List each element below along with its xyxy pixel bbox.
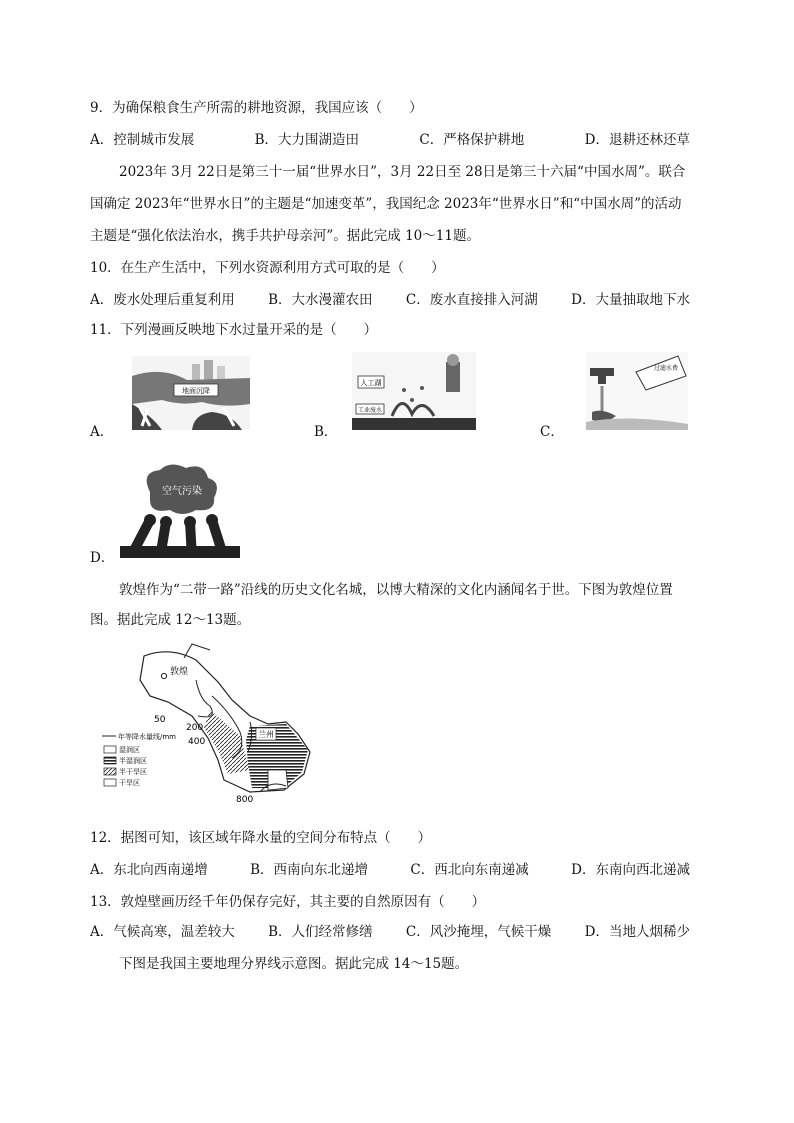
dunhuang-location-map (100, 640, 340, 808)
q12-option-c: C．西北向东南递减 (410, 862, 529, 878)
cartoon-c-text: 过滤水费 (653, 365, 679, 372)
q9-option-d: D．退耕还林还草 (584, 132, 690, 148)
cartoon-b-image (352, 352, 476, 430)
q13-option-b: B．人们经常修缮 (268, 924, 373, 940)
iso-label-800: 800 (236, 795, 254, 805)
legend-semi-humid: 半湿润区 (119, 757, 147, 765)
q12-option-d: D．东南向西北递减 (571, 862, 690, 878)
q12-options (90, 858, 690, 878)
q10-option-c: C．废水直接排入河湖 (405, 292, 538, 308)
q9-options (90, 128, 690, 148)
cartoon-b-text: 人工湖 (360, 379, 382, 387)
passage2-line1: 敦煌作为“二带一路”沿线的历史文化名城，以博大精深的文化内涵闻名于世。下图为敦煌位置 (119, 582, 673, 598)
q10-stem: 10．在生产生活中，下列水资源利用方式可取的是（ ） (90, 260, 445, 276)
q12-stem: 12．据图可知，该区域年降水量的空间分布特点（ ） (90, 830, 432, 846)
legend-semi-arid: 半干旱区 (119, 768, 147, 776)
q9-option-c: C．严格保护耕地 (419, 132, 525, 148)
q10-option-a: A．废水处理后重复利用 (90, 292, 235, 308)
passage3-line1: 下图是我国主要地理分界线示意图。据此完成 14～15题。 (119, 956, 469, 972)
cartoon-d-image (120, 462, 240, 558)
iso-label-400: 400 (188, 737, 206, 747)
cartoon-a-text: 地面沉降 (182, 387, 210, 395)
passage1-line1: 2023年 3月 22日是第三十一届“世界水日”，3月 22日至 28日是第三十六届“中国水周”。联合 (119, 164, 686, 180)
q11-stem: 11．下列漫画反映地下水过量开采的是（ ） (90, 322, 378, 338)
q9-option-a: A．控制城市发展 (90, 132, 195, 148)
passage1-line2: 国确定 2023年“世界水日”的主题是“加速变革”，我国纪念 2023年“世界水日”和“中国水周”的活动 (90, 196, 682, 212)
q11-label-c: C． (540, 424, 564, 440)
q12-option-a: A．东北向西南递增 (90, 862, 208, 878)
q9-option-b: B．大力围湖造田 (254, 132, 360, 148)
cartoon-a-image (132, 356, 250, 430)
q10-options (90, 288, 690, 308)
q11-label-d: D． (90, 550, 115, 566)
iso-label-50: 50 (154, 715, 166, 725)
cartoon-c-image (586, 352, 688, 430)
legend-arid: 干旱区 (119, 779, 140, 787)
q10-option-b: B．大水漫灌农田 (268, 292, 373, 308)
q9-stem: 9．为确保粮食生产所需的耕地资源，我国应该（ ） (90, 100, 423, 116)
q11-label-a: A． (90, 424, 114, 440)
cartoon-b-text2: 工业废水 (357, 407, 383, 414)
q11-label-b: B． (314, 424, 338, 440)
map-city-dunhuang: 敦煌 (170, 667, 189, 677)
iso-label-200: 200 (186, 723, 204, 733)
passage1-line3: 主题是“强化依法治水，携手共护母亲河”。据此完成 10～11题。 (90, 228, 480, 244)
q13-stem: 13．敦煌壁画历经千年仍保存完好，其主要的自然原因有（ ） (90, 894, 486, 910)
legend-humid: 湿润区 (119, 746, 140, 754)
map-city-lanzhou: 兰州 (258, 730, 274, 739)
q13-option-d: D．当地人烟稀少 (584, 924, 690, 940)
passage2-line2: 图。据此完成 12～13题。 (90, 612, 251, 628)
q13-option-c: C．风沙掩埋，气候干燥 (405, 924, 552, 940)
legend-title: 年等降水量线/mm (118, 733, 176, 741)
q12-option-b: B．西南向东北递增 (250, 862, 369, 878)
cartoon-d-text: 空气污染 (162, 486, 202, 497)
q10-option-d: D．大量抽取地下水 (571, 292, 690, 308)
q13-options (90, 920, 690, 940)
q13-option-a: A．气候高寒，温差较大 (90, 924, 235, 940)
